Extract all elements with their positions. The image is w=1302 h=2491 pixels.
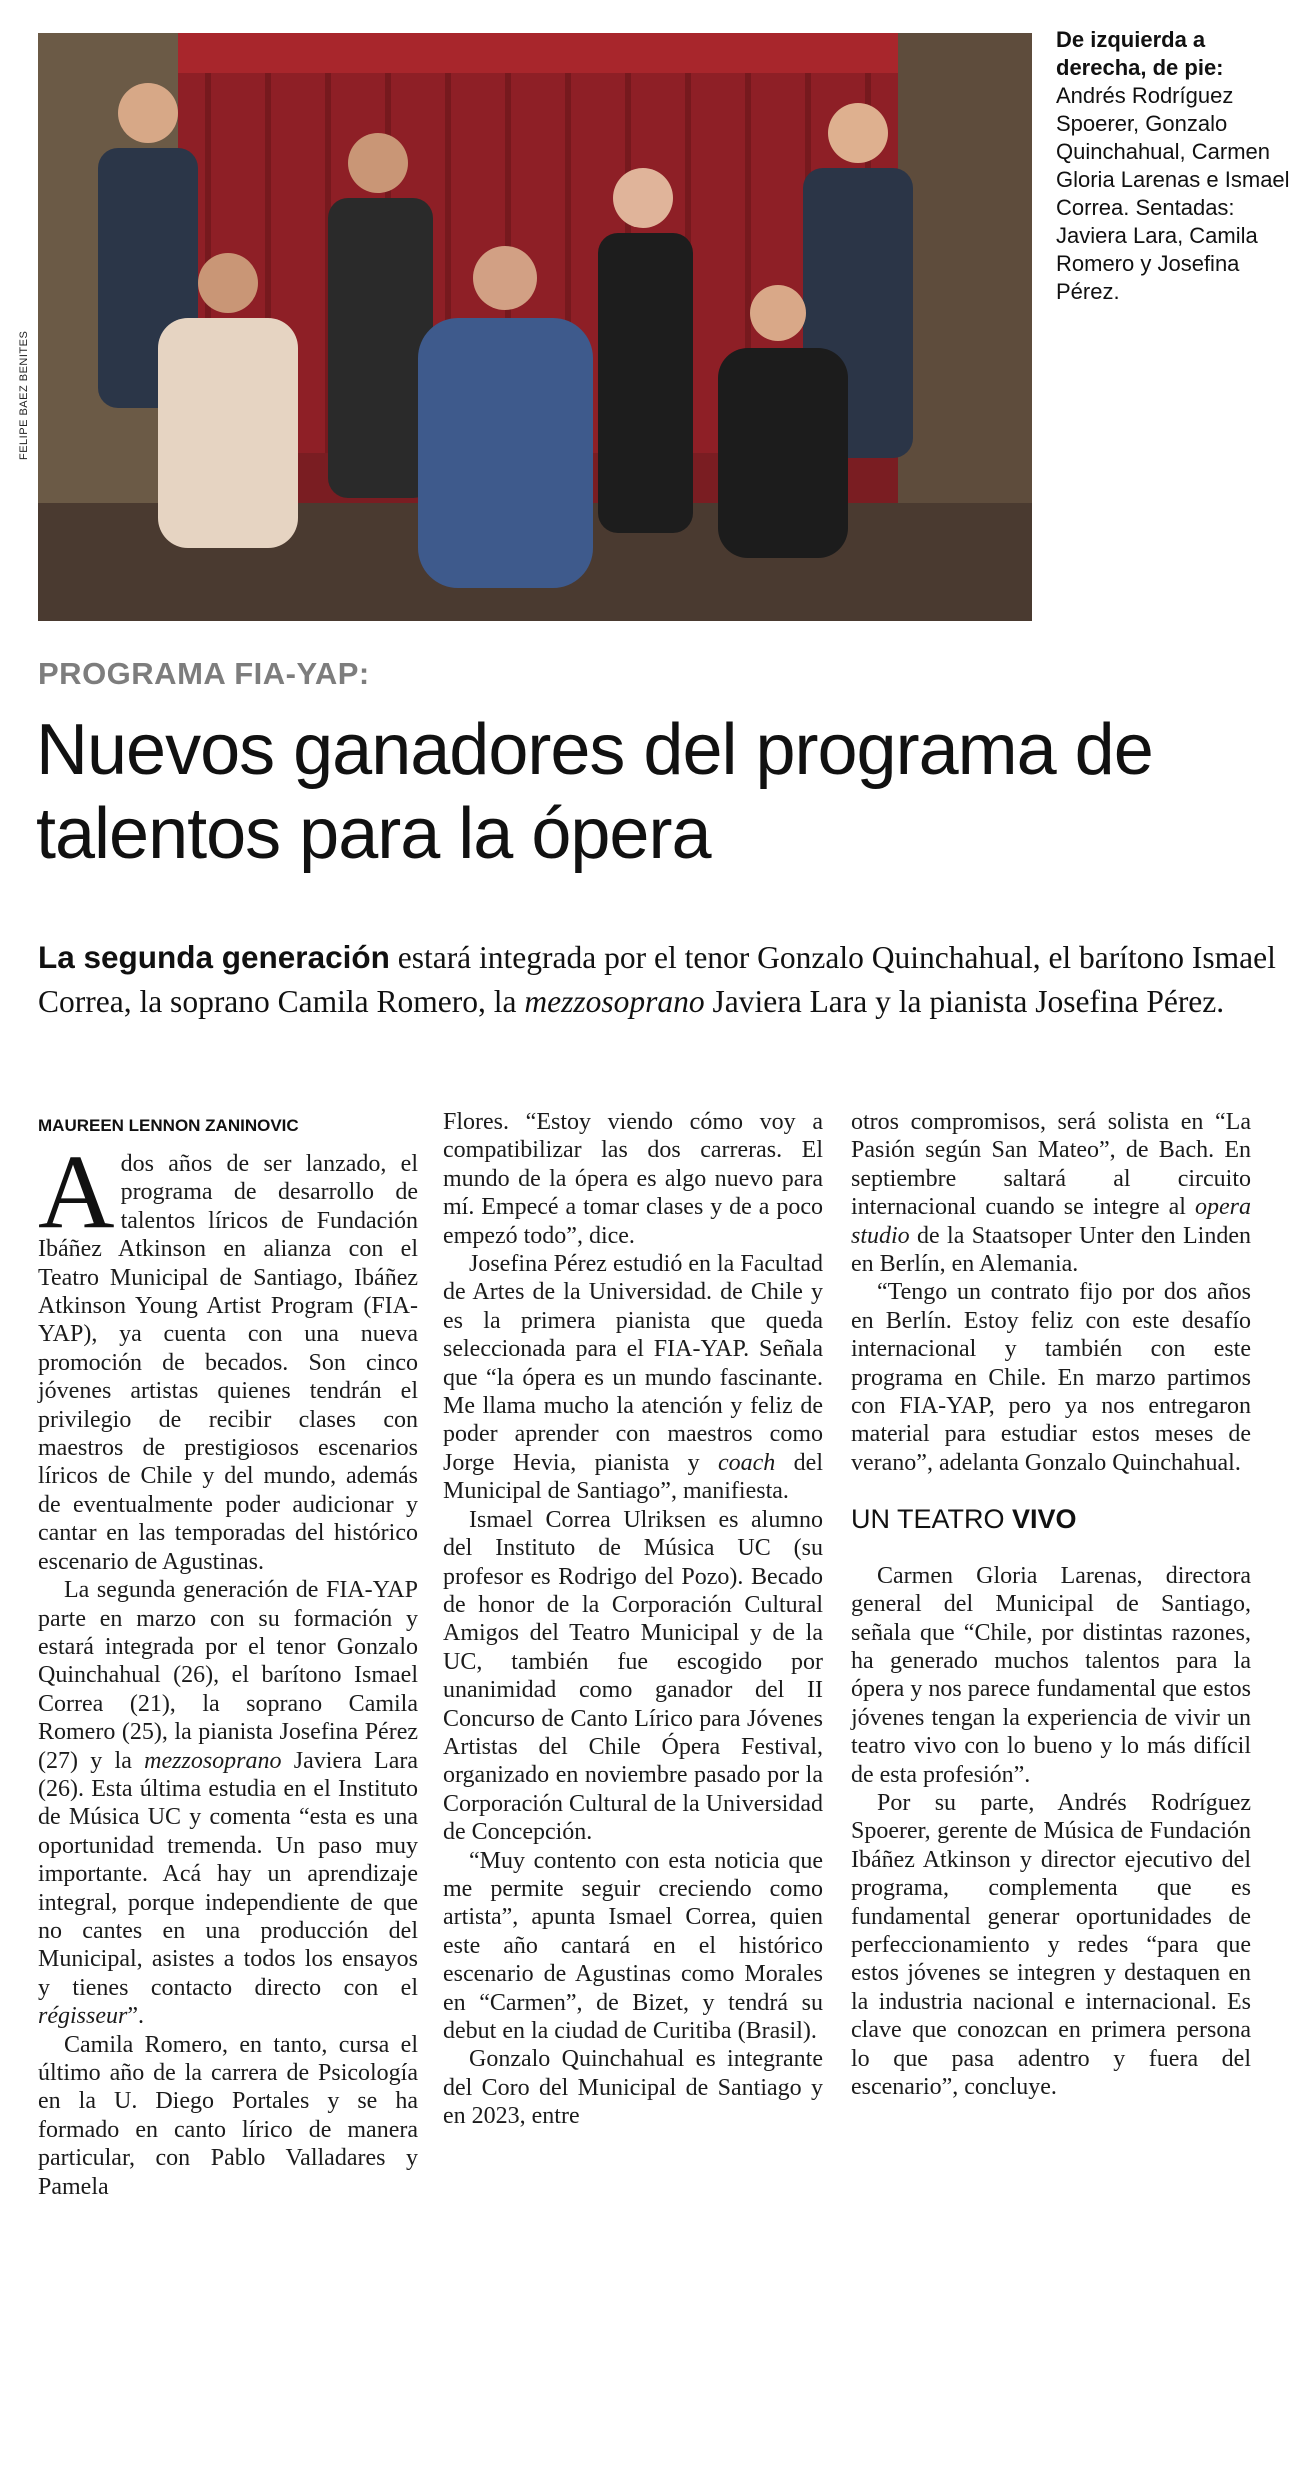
paragraph-text: dos años de ser lanzado, el programa de desarrollo de talentos líricos de Fundación Ibáñez Atkinson en alianza con el Teatro Municipal de Santiago, Ibáñez Atkinson Young Artist Program (FIA-YAP), ya cuenta con una nueva promoción de becados. Son cinco jóvenes artistas quienes tendrán el privilegio de recibir clases con maestros de prestigiosos escenarios líricos de Chile y del mundo, además de eventualmente poder audicionar y cantar en las temporadas del histórico escenario de Agustinas. (38, 1151, 418, 1575)
caption-bold: De izquierda a derecha, de pie: (1056, 27, 1224, 80)
paragraph: Camila Romero, en tanto, cursa el último año de la carrera de Psicología en la U. Diego Portales y se ha formado en canto lírico de manera particular, con Pablo Valladares y Pamela (38, 2031, 418, 2200)
italic-text: mezzosoprano (144, 1747, 282, 1774)
photo-caption (1056, 26, 1296, 306)
deck-part1: estará integrada por el tenor Gonzalo Quinchahual, el barítono Ismael Correa, la soprano Camila Romero, la (38, 940, 1276, 1019)
subhead-bold: VIVO (1012, 1504, 1077, 1535)
paragraph-text: La segunda generación de FIA-YAP parte en marzo con su formación y estará integrada por el tenor Gonzalo Quinchahual (26), el barítono Ismael Correa (21), la soprano Camila Romero (25), la pianista Josefina Pérez (27) y la (38, 1577, 418, 1774)
paragraph: Por su parte, Andrés Rodríguez Spoerer, gerente de Música de Fundación Ibáñez Atkinson y director ejecutivo del programa, complementa que es fundamental generar oportunidades de perfeccionamiento y redes “para que estos jóvenes se integren y destaquen en la industria nacional e internacional. Es clave que conozcan en primera persona lo que pasa adentro y fuera del escenario”, concluye. (851, 1789, 1251, 2100)
photo-credit: FELIPE BAEZ BENITES (18, 330, 30, 460)
paragraph (851, 1108, 1251, 1278)
paragraph-text: Josefina Pérez estudió en la Facultad de Artes de la Universidad. de Chile y es la primera pianista que queda seleccionada para el FIA-YAP. Señala que “la ópera es un mundo fascinante. Me llama mucho la atención y feliz de poder aprender con maestros como Jorge Hevia, pianista y (443, 1251, 823, 1476)
paragraph: Flores. “Estoy viendo cómo voy a compatibilizar las dos carreras. El mundo de la ópera es algo nuevo para mí. Empecé a tomar clases y de a poco empezó todo”, dice. (443, 1109, 823, 1249)
subhead (851, 1505, 1251, 1533)
paragraph: Ismael Correa Ulriksen es alumno del Instituto de Música UC (su profesor es Rodrigo del Pozo). Becado de honor de la Corporación Cultural Amigos del Teatro Municipal y de la UC, también fue escogido por unanimidad como ganador del II Concurso de Canto Lírico para Jóvenes Artistas del Chile Ópera Festival, organizado en noviembre pasado por la Corporación Cultural de la Universidad de Concepción. (443, 1506, 823, 1846)
italic-text: régisseur (38, 2003, 128, 2030)
paragraph (38, 1576, 418, 2031)
paragraph-text: ”. (127, 2003, 144, 2030)
deck-part2: Javiera Lara y la pianista Josefina Pérez. (704, 984, 1225, 1019)
deck-italic: mezzosoprano (524, 984, 705, 1019)
paragraph-text: Javiera Lara (26). Esta última estudia en el Instituto de Música UC y comenta “esta es una oportunidad tremenda. Un paso muy importante. Acá hay un aprendizaje integral, porque independiente de que no cantes en una producción del Municipal, asistes a todos los ensayos y tienes contacto directo con el (38, 1747, 418, 2001)
italic-text: opera studio (851, 1194, 1251, 1249)
paragraph-text: de la Staatsoper Unter den Linden en Berlín, en Alemania. (851, 1222, 1251, 1278)
column-2 (443, 1108, 823, 2131)
deck (38, 935, 1278, 1024)
paragraph (443, 1250, 823, 1506)
paragraph: “Muy contento con esta noticia que me permite seguir creciendo como artista”, apunta Ismael Correa, quien este año cantará en el histórico escenario de Agustinas como Morales en “Carmen”, de Bizet, y tendrá su debut en la ciudad de Curitiba (Brasil). (443, 1847, 823, 2044)
photo-illustration (38, 33, 1032, 621)
italic-text: coach (717, 1449, 776, 1476)
paragraph: “Tengo un contrato fijo por dos años en Berlín. Estoy feliz con este desafío internacional y también con este programa en Chile. En marzo partimos con FIA-YAP, pero ya nos entregaron material para estudiar estos meses de verano”, adelanta Gonzalo Quinchahual. (851, 1279, 1251, 1476)
byline: MAUREEN LENNON ZANINOVIC (38, 1116, 299, 1135)
group-photo (38, 33, 1032, 621)
paragraph (38, 1133, 418, 1576)
column-1 (38, 1133, 418, 2201)
paragraph: Carmen Gloria Larenas, directora general del Municipal de Santiago, señala que “Chile, por distintas razones, ha generado muchos talentos para la ópera y nos parece fundamental que estos jóvenes tengan la experiencia de vivir un teatro vivo con lo bueno y lo más difícil de esta profesión”. (851, 1562, 1251, 1788)
kicker: PROGRAMA FIA-YAP: (38, 656, 370, 691)
column-3 (851, 1108, 1251, 2101)
deck-lead: La segunda generación (38, 939, 390, 975)
caption-text: Andrés Rodríguez Spoerer, Gonzalo Quinchahual, Carmen Gloria Larenas e Ismael Correa. Sentadas: Javiera Lara, Camila Romero y Josefina Pérez. (1056, 83, 1290, 304)
headline: Nuevos ganadores del programa de talentos para la ópera (36, 710, 1153, 874)
paragraph-text: del Municipal de Santiago”, manifiesta. (443, 1449, 823, 1505)
paragraph-text: otros compromisos, será solista en “La Pasión según San Mateo”, de Bach. En septiembre saltará al circuito internacional cuando se integre al (851, 1109, 1251, 1221)
paragraph: Gonzalo Quinchahual es integrante del Coro del Municipal de Santiago y en 2023, entre (443, 2046, 823, 2130)
subhead-text: UN TEATRO (851, 1504, 1013, 1535)
drop-cap: A (38, 1133, 115, 1250)
